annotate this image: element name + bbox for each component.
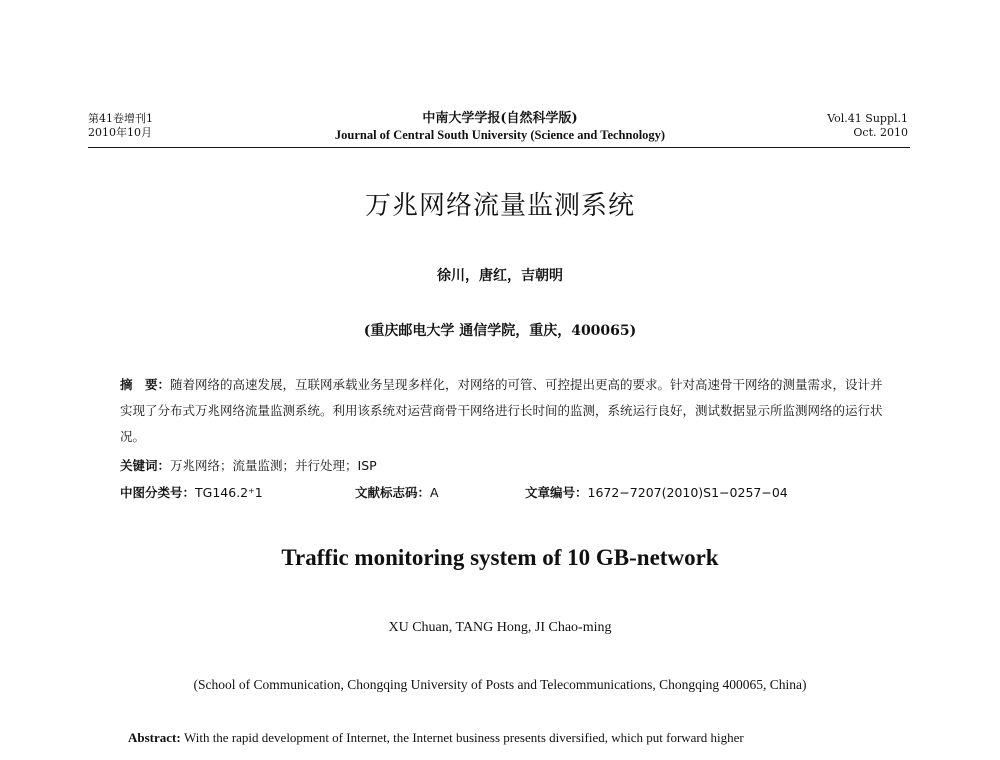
publication-date-cn: 2010年10月 — [88, 126, 152, 139]
doc-code-value: A — [430, 485, 439, 500]
abstract-cn-label: 摘 要： — [120, 377, 171, 392]
abstract-en-text: With the rapid development of Internet, the Internet business presents diversified, which put forward higher — [183, 730, 744, 745]
affiliation-en: (School of Communication, Chongqing University of Posts and Telecommunications, Chongqing 400065, China) — [193, 677, 807, 692]
clc-number — [120, 483, 263, 501]
abstract-en-label: Abstract: — [128, 730, 181, 745]
authors-cn: 徐川，唐红，吉朝明 — [437, 268, 563, 284]
document-code — [355, 483, 439, 501]
abstract-cn — [120, 372, 890, 450]
header-rule — [88, 147, 910, 148]
keywords-cn-text: 万兆网络；流量监测；并行处理；ISP — [170, 458, 377, 473]
journal-volume-info-en — [827, 112, 908, 140]
journal-name-en: Journal of Central South University (Science and Technology) — [334, 128, 666, 142]
doc-code-label: 文献标志码： — [355, 485, 431, 500]
keywords-cn-label: 关键词： — [120, 458, 171, 473]
article-no-label: 文章编号： — [525, 485, 588, 500]
clc-label: 中图分类号： — [120, 485, 196, 500]
authors-en: XU Chuan, TANG Hong, JI Chao-ming — [388, 620, 612, 635]
article-no-value: 1672−7207(2010)S1−0257−04 — [587, 485, 788, 500]
journal-name-cn: 中南大学学报(自然科学版) — [422, 111, 578, 126]
keywords-cn — [120, 456, 377, 474]
publication-date-en: Oct. 2010 — [853, 126, 908, 139]
volume-issue-en: Vol.41 Suppl.1 — [827, 112, 908, 125]
paper-title-cn: 万兆网络流量监测系统 — [364, 191, 635, 221]
journal-volume-info — [88, 112, 153, 140]
paper-title-en: Traffic monitoring system of 10 GB-network — [281, 545, 719, 570]
clc-value: TG146.2⁺1 — [195, 485, 263, 500]
journal-name — [250, 110, 750, 143]
affiliation-cn: (重庆邮电大学 通信学院，重庆，400065) — [363, 323, 637, 339]
abstract-cn-text: 随着网络的高速发展，互联网承载业务呈现多样化，对网络的可管、可控提出更高的要求。针对高速骨干网络的测量需求，设计并实现了分布式万兆网络流量监测系统。利用该系统对运营商骨干网络进行长时间的监测，系统运行良好，测试数据显示所监测网络的运行状况。 — [120, 377, 883, 444]
article-number — [525, 483, 788, 501]
volume-issue: 第41卷增刊1 — [88, 112, 153, 125]
abstract-en — [128, 730, 918, 746]
